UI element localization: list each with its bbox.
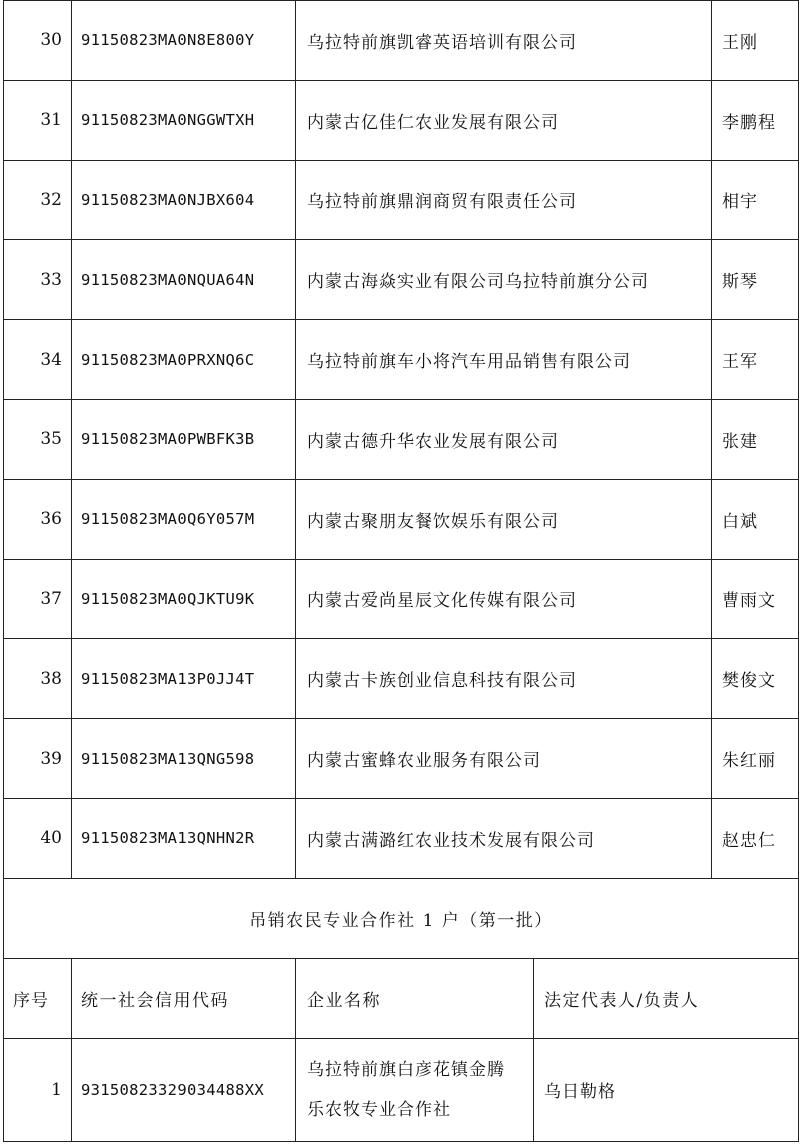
seq-cell: 40 — [4, 798, 72, 878]
table-row — [4, 639, 799, 719]
section-title: 吊销农民专业合作社 1 户（第一批） — [4, 878, 799, 958]
table-row — [4, 479, 799, 559]
company-name-cell: 内蒙古满潞红农业技术发展有限公司 — [296, 798, 712, 878]
credit-code-cell: 91150823MA0N8E800Y — [72, 1, 296, 81]
company-name-cell: 内蒙古海焱实业有限公司乌拉特前旗分公司 — [296, 240, 712, 320]
legal-rep-cell: 张建 — [712, 399, 799, 479]
revoked-entities-table — [3, 0, 799, 1142]
credit-code-cell: 91150823MA0NGGWTXH — [72, 80, 296, 160]
table-row — [4, 559, 799, 639]
credit-code-cell: 91150823MA13QNHN2R — [72, 798, 296, 878]
company-name-cell: 乌拉特前旗凯睿英语培训有限公司 — [296, 1, 712, 81]
legal-rep-cell: 樊俊文 — [712, 639, 799, 719]
company-name-cell: 内蒙古卡族创业信息科技有限公司 — [296, 639, 712, 719]
company-name-cell: 内蒙古蜜蜂农业服务有限公司 — [296, 719, 712, 799]
legal-rep-cell: 相宇 — [712, 160, 799, 240]
company-name-cell: 内蒙古爱尚星辰文化传媒有限公司 — [296, 559, 712, 639]
credit-code-cell: 91150823MA0Q6Y057M — [72, 479, 296, 559]
legal-rep-cell: 曹雨文 — [712, 559, 799, 639]
credit-code-cell: 91150823MA13P0JJ4T — [72, 639, 296, 719]
credit-code-cell: 91150823MA0QJKTU9K — [72, 559, 296, 639]
table-row — [4, 399, 799, 479]
credit-code-cell: 91150823MA13QNG598 — [72, 719, 296, 799]
legal-rep-cell: 赵忠仁 — [712, 798, 799, 878]
seq-cell: 37 — [4, 559, 72, 639]
credit-code-cell: 91150823MA0NQUA64N — [72, 240, 296, 320]
header-legal-rep: 法定代表人/负责人 — [534, 958, 799, 1038]
table-row — [4, 719, 799, 799]
legal-rep-cell: 王军 — [712, 320, 799, 400]
seq-cell: 30 — [4, 1, 72, 81]
credit-code-cell: 91150823MA0PRXNQ6C — [72, 320, 296, 400]
table-row — [4, 1, 799, 81]
column-header-row — [4, 958, 799, 1038]
table-row — [4, 160, 799, 240]
table-row — [4, 1038, 799, 1141]
table-row — [4, 240, 799, 320]
header-seq: 序号 — [4, 958, 72, 1038]
legal-rep-cell: 乌日勒格 — [534, 1038, 799, 1141]
company-name-cell: 乌拉特前旗车小将汽车用品销售有限公司 — [296, 320, 712, 400]
seq-cell: 39 — [4, 719, 72, 799]
company-name-cell: 内蒙古德升华农业发展有限公司 — [296, 399, 712, 479]
section-title-row — [4, 878, 799, 958]
company-name-line-1: 乌拉特前旗白彦花镇金腾 — [307, 1059, 505, 1080]
legal-rep-cell: 斯琴 — [712, 240, 799, 320]
credit-code-cell: 93150823329034488XX — [72, 1038, 296, 1141]
header-credit-code: 统一社会信用代码 — [72, 958, 296, 1038]
seq-cell: 36 — [4, 479, 72, 559]
legal-rep-cell: 白斌 — [712, 479, 799, 559]
company-name-line-2: 乐农牧专业合作社 — [307, 1099, 451, 1120]
seq-cell: 1 — [4, 1038, 72, 1141]
table-row — [4, 798, 799, 878]
table-row — [4, 320, 799, 400]
seq-cell: 32 — [4, 160, 72, 240]
legal-rep-cell: 李鹏程 — [712, 80, 799, 160]
credit-code-cell: 91150823MA0PWBFK3B — [72, 399, 296, 479]
table-row — [4, 80, 799, 160]
legal-rep-cell: 朱红丽 — [712, 719, 799, 799]
seq-cell: 33 — [4, 240, 72, 320]
company-name-cell — [296, 1038, 534, 1141]
seq-cell: 38 — [4, 639, 72, 719]
seq-cell: 34 — [4, 320, 72, 400]
legal-rep-cell: 王刚 — [712, 1, 799, 81]
seq-cell: 31 — [4, 80, 72, 160]
header-company-name: 企业名称 — [296, 958, 534, 1038]
seq-cell: 35 — [4, 399, 72, 479]
company-name-cell: 内蒙古聚朋友餐饮娱乐有限公司 — [296, 479, 712, 559]
company-name-cell: 乌拉特前旗鼎润商贸有限责任公司 — [296, 160, 712, 240]
company-name-cell: 内蒙古亿佳仁农业发展有限公司 — [296, 80, 712, 160]
credit-code-cell: 91150823MA0NJBX604 — [72, 160, 296, 240]
